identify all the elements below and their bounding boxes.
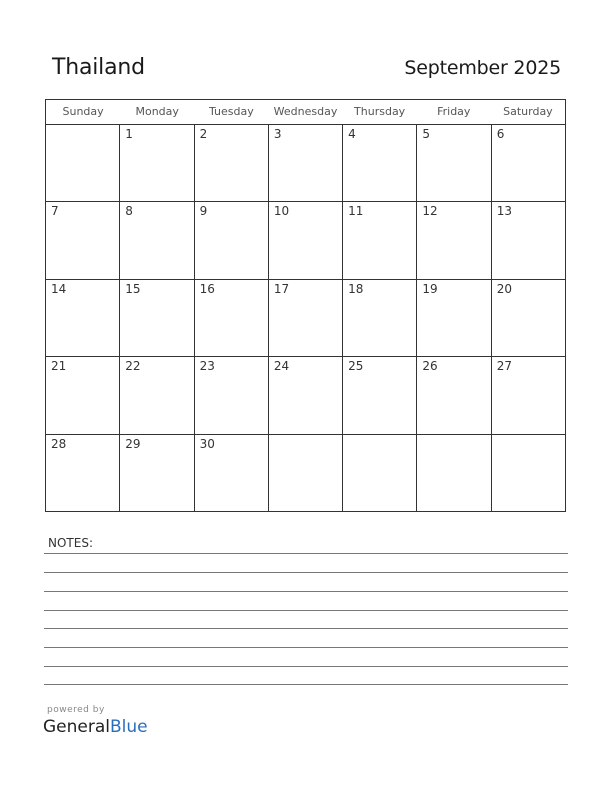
day-number: 17 (273, 281, 290, 296)
weekday-thursday: Thursday (354, 105, 406, 118)
day-cell (417, 280, 491, 356)
day-number: 22 (125, 359, 141, 374)
weekday-friday: Friday (437, 105, 471, 118)
day-cell (120, 202, 194, 278)
weekday-header-row (46, 100, 565, 125)
brand-blue-text: Blue (110, 717, 148, 737)
day-cell (492, 280, 565, 356)
day-cell (492, 357, 565, 433)
day-cell (492, 125, 565, 201)
day-cell (417, 125, 491, 201)
day-number: 27 (496, 359, 512, 374)
day-cell (120, 280, 194, 356)
day-cell (269, 125, 343, 201)
calendar-grid (45, 99, 566, 512)
day-number: 14 (51, 281, 67, 296)
day-cell (46, 202, 120, 278)
day-cell (343, 357, 417, 433)
week-row-1 (46, 125, 565, 202)
day-cell (195, 202, 269, 278)
weekday-wednesday: Wednesday (273, 105, 338, 118)
note-line (44, 628, 568, 629)
weekday-tuesday: Tuesday (208, 105, 254, 118)
day-number: 11 (348, 204, 364, 219)
day-number: 4 (348, 127, 356, 141)
day-cell (120, 125, 194, 201)
day-number: 8 (125, 204, 133, 219)
day-number: 5 (422, 127, 431, 141)
day-cell (269, 280, 343, 356)
country-title: Thailand (52, 55, 145, 80)
note-line (44, 553, 568, 554)
day-cell (46, 435, 120, 512)
day-number: 12 (422, 204, 438, 219)
day-number: 19 (422, 281, 438, 296)
day-cell (120, 357, 194, 433)
day-cell (492, 202, 565, 278)
day-number: 3 (273, 127, 282, 141)
day-number: 25 (348, 359, 364, 374)
day-cell (417, 202, 491, 278)
day-number: 18 (348, 281, 364, 296)
day-cell (195, 125, 269, 201)
note-line (44, 684, 568, 685)
weekday-saturday: Saturday (503, 105, 553, 118)
day-cell (195, 357, 269, 433)
day-number: 6 (496, 127, 505, 141)
day-cell (269, 435, 343, 512)
week-row-3 (46, 280, 565, 357)
day-number: 1 (125, 127, 133, 141)
day-cell (269, 202, 343, 278)
note-line (44, 610, 568, 611)
day-cell (343, 125, 417, 201)
day-number: 15 (125, 281, 141, 296)
brand-general-text: General (43, 717, 110, 737)
notes-label: NOTES: (48, 536, 93, 550)
day-cell (417, 435, 491, 512)
week-row-4 (46, 357, 565, 434)
day-number: 24 (273, 359, 290, 374)
week-row-5 (46, 435, 565, 512)
day-cell (343, 435, 417, 512)
day-number: 2 (199, 127, 208, 141)
day-cell (417, 357, 491, 433)
month-year-title: September 2025 (404, 57, 561, 79)
day-cell (46, 357, 120, 433)
day-number: 20 (496, 281, 512, 296)
day-cell (195, 280, 269, 356)
note-line (44, 572, 568, 573)
weekday-sunday: Sunday (62, 105, 104, 118)
day-number: 10 (273, 204, 290, 219)
day-number: 26 (422, 359, 438, 374)
day-number: 13 (496, 204, 512, 219)
week-row-2 (46, 202, 565, 279)
note-line (44, 591, 568, 592)
weekday-monday: Monday (135, 105, 179, 118)
day-number: 28 (51, 436, 67, 451)
note-line (44, 647, 568, 648)
generalblue-logo[interactable] (43, 717, 148, 737)
day-number: 30 (199, 436, 215, 451)
day-cell (492, 435, 565, 512)
day-number: 7 (51, 204, 59, 219)
day-number: 29 (125, 436, 141, 451)
powered-by-text: powered by (47, 705, 105, 715)
note-line (44, 666, 568, 667)
day-cell (269, 357, 343, 433)
day-number: 23 (199, 359, 215, 374)
day-number: 16 (199, 281, 215, 296)
day-number: 21 (51, 359, 67, 374)
day-cell (343, 202, 417, 278)
day-cell (195, 435, 269, 512)
day-cell (46, 280, 120, 356)
day-cell (343, 280, 417, 356)
day-cell (46, 125, 120, 201)
day-number: 9 (199, 204, 208, 219)
day-cell (120, 435, 194, 512)
